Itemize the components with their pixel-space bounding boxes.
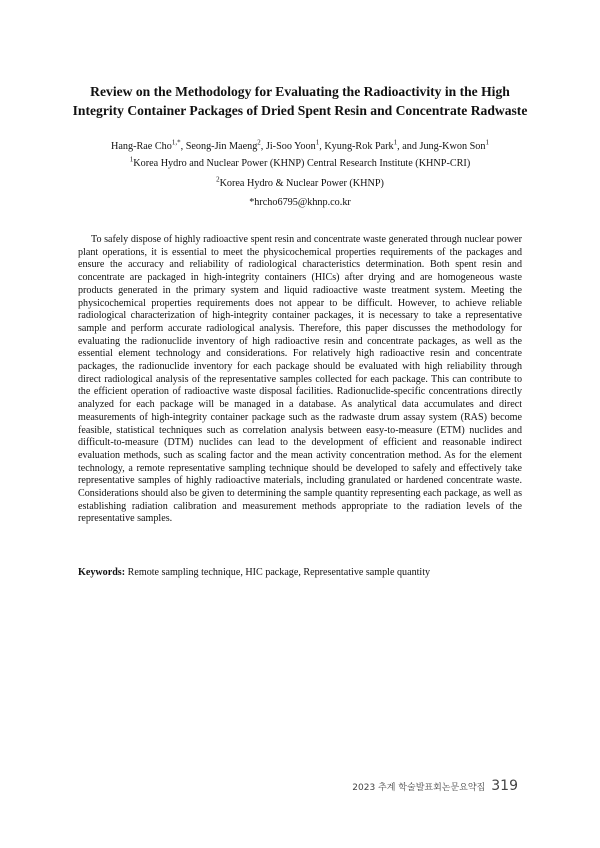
author-affiliation-mark: 1,* bbox=[171, 138, 181, 147]
author-name: Seong-Jin Maeng bbox=[185, 141, 258, 152]
author-affiliation-mark: 1 bbox=[393, 138, 398, 147]
author-name: Ji-Soo Yoon bbox=[265, 141, 316, 152]
author-list bbox=[60, 140, 540, 153]
author-affiliation-mark: 2 bbox=[257, 138, 261, 147]
affiliation-mark: 2 bbox=[216, 175, 220, 184]
corresponding-email: *hrcho6795@khnp.co.kr bbox=[249, 197, 351, 208]
author-name: Jung-Kwon Son bbox=[419, 141, 486, 152]
affiliation-text: Korea Hydro and Nuclear Power (KHNP) Central Research Institute (KHNP-CRI) bbox=[133, 158, 471, 169]
abstract-body: To safely dispose of highly radioactive spent resin and concentrate waste generated through nuclear power plant operations, it is essential to meet the physicochemical properties requirements of the packages and ensure the accuracy and reliability of radiological characteristics determination. Both spent resin and concentrate are packaged in high-integrity containers (HICs) after drying and are homogeneous waste products generated in the primary system and liquid radioactive waste treatment system. Meeting the physicochemical properties requirements does not appear to be difficult. However, to achieve reliable radiological characterization of high-integrity container packages, it is necessary to take a representative sample and perform accurate radiological analysis. Therefore, this paper discusses the methodology for evaluating the radionuclide inventory of high radioactive resin and concentrate packages, as well as the essential element technology and considerations. For relatively high radioactive resin and concentrate packages, the radionuclide inventory for each package should be evaluated with high reliability through direct radiological analysis of the representative samples collected for each package. This can contribute to the efficient operation of radioactive waste disposal facilities. Radionuclide-specific concentrations directly analyzed for each package will be managed in a database. As analytical data accumulates and direct measurements of high-integrity container package such as the radwaste drum assay system (RAS) become feasible, statistical techniques such as correlation analysis between easy-to-measure (ETM) nuclides and difficult-to-measure (DTM) nuclides can lead to the development of efficient and reasonable indirect evaluation methods, such as scaling factor and the mean activity concentration method. As for the element technology, a remote representative sampling technique should be developed to safely and effectively take representative samples of highly radioactive materials, including granulated or hardened concentrate waste. Considerations should also be given to determining the sample quantity representing each package, as well as establishing radiation calibration and measurement methods appropriate to the radiation levels of the representative samples. bbox=[78, 234, 522, 525]
affiliation-1 bbox=[60, 157, 540, 170]
author-separator: , bbox=[260, 141, 266, 152]
affiliation-text: Korea Hydro & Nuclear Power (KHNP) bbox=[219, 178, 384, 189]
page-footer bbox=[352, 778, 518, 794]
page-number: 319 bbox=[491, 778, 518, 794]
author-affiliation-mark: 1 bbox=[315, 138, 320, 147]
author-separator: , and bbox=[397, 141, 420, 152]
affiliation-2 bbox=[60, 177, 540, 190]
keywords-text: Remote sampling technique, HIC package, Representative sample quantity bbox=[125, 567, 431, 578]
author-separator: , bbox=[319, 141, 325, 152]
conference-name: 2023 추계 학술발표회논문요약집 bbox=[352, 783, 486, 793]
author-separator: , bbox=[180, 141, 186, 152]
author-name: Hang-Rae Cho bbox=[111, 141, 172, 152]
author-affiliation-mark: 1 bbox=[485, 138, 489, 147]
author-name: Kyung-Rok Park bbox=[324, 141, 394, 152]
keywords-label: Keywords: bbox=[78, 567, 126, 578]
paper-title: Review on the Methodology for Evaluating the Radioactivity in the High Integrity Container Packages of Dried Spent Resin and Concentrate Radwaste bbox=[72, 84, 528, 118]
keywords-line bbox=[78, 566, 522, 579]
affiliation-mark: 1 bbox=[129, 155, 134, 164]
